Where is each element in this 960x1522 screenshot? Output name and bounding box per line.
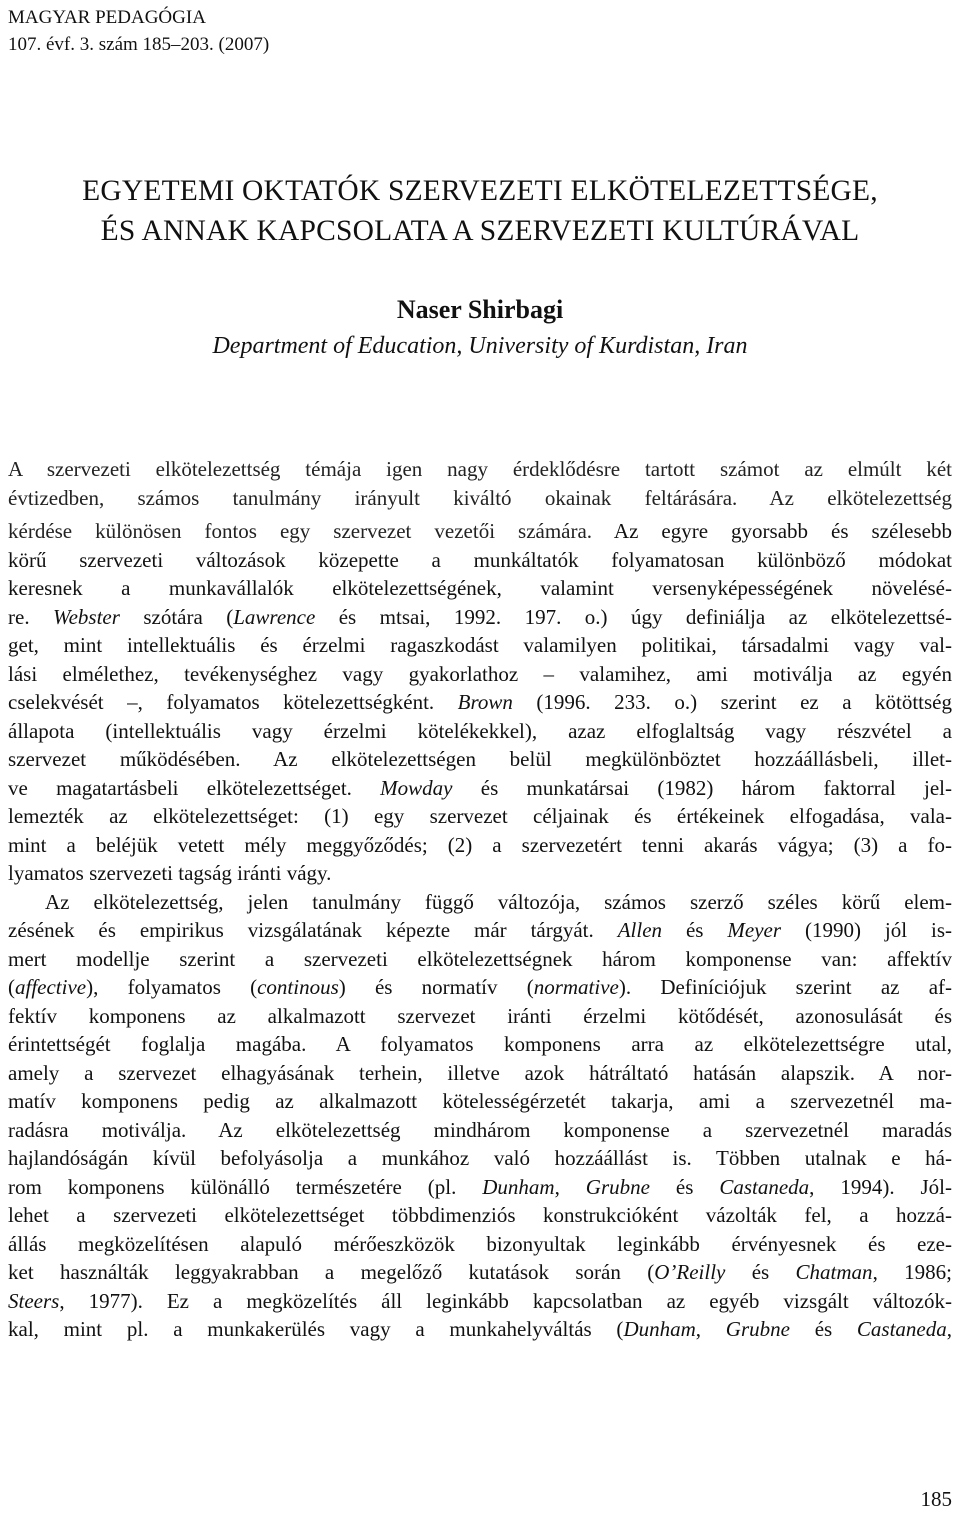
cited-name: Steers (8, 1288, 60, 1313)
abstract-line: A szervezeti elkötelezettség témája igen nagy érdeklődésre tartott számot az elmúlt két (8, 457, 952, 481)
body-line: fektív komponens az alkalmazott szervezet iránti érzelmi kötődését, azonosulását és (8, 1003, 952, 1028)
body-line: körű szervezeti változások közepette a munkáltatók folyamatosan különböző módokat (8, 547, 952, 572)
text-segment: ve magatartásbeli elkötelezettséget. (8, 775, 381, 800)
body-line: matív komponens pedig az alkalmazott kötelességérzetét takarja, ami a szervezetnél ma- (8, 1089, 952, 1113)
body-line (8, 1315, 952, 1344)
cited-name: Webster (53, 604, 120, 629)
text-segment: cselekvését –, folyamatos kötelezettségként. (8, 690, 458, 714)
journal-name: MAGYAR PEDAGÓGIA (8, 7, 206, 28)
text-segment: kal, mint pl. a munkakerülés vagy a munkahelyváltás ( (8, 1317, 624, 1341)
body-line (8, 603, 952, 632)
cited-name: Dunham (623, 1317, 696, 1341)
cited-name: continous (257, 975, 339, 999)
cited-name: Castaneda (856, 1317, 947, 1341)
body-line (8, 916, 952, 945)
text-segment: szótára ( (119, 604, 234, 629)
cited-name: Allen (617, 918, 663, 942)
text-segment: re. (8, 604, 54, 629)
body-line: amely a szervezet elhagyásának terhein, illetve azok hátráltató hatásán alapszik. A nor- (8, 1060, 952, 1085)
abstract (8, 455, 952, 512)
body-line: get, mint intellektuális és érzelmi ragaszkodást valamilyen politikai, társadalmi vagy val- (8, 633, 952, 657)
page-number: 185 (920, 1487, 952, 1511)
text-segment: , (695, 1317, 726, 1341)
body-line: keresnek a munkavállalók elkötelezettségének, valamint versenyképességének növelésé- (8, 576, 952, 600)
body-line (8, 1258, 952, 1287)
text-segment: ( (8, 975, 15, 999)
title-line-2: ÉS ANNAK KAPCSOLATA A SZERVEZETI KULTÚRÁVAL (100, 215, 860, 247)
cited-name: Dunham (482, 1174, 555, 1199)
cited-name: Grubne (585, 1174, 650, 1199)
body-line: lyamatos szervezeti tagság iránti vágy. (8, 861, 332, 885)
text-segment: ). Definíciójuk szerint az af- (618, 975, 953, 999)
body-line (8, 688, 952, 717)
cited-name: Brown (457, 690, 513, 714)
cited-name: affective (15, 975, 87, 999)
body-line: állapota (intellektuális vagy érzelmi kötelékekkel), azaz elfoglaltság vagy részvétel a (8, 718, 952, 743)
cited-name: O’Reilly (654, 1260, 726, 1284)
text-segment: ) és normatív ( (338, 975, 534, 999)
text-segment: , 1994). Jól- (809, 1174, 952, 1199)
text-segment: és (649, 1174, 720, 1199)
cited-name: Lawrence (233, 604, 316, 629)
cited-name: Mowday (380, 775, 453, 800)
body-line: lehet a szervezeti elkötelezettséget többdimenziós konstrukcióként vázolták fel, a hozzá- (8, 1203, 952, 1227)
cited-name: Castaneda (719, 1174, 810, 1199)
text-segment: zésének és empirikus vizsgálatának képezte már tárgyát. (8, 918, 618, 942)
body-line: mert modellje szerint a szervezeti elkötelezettségnek három komponense van: affektív (8, 946, 952, 971)
cited-name: Meyer (727, 918, 782, 942)
cited-name: Grubne (725, 1317, 790, 1341)
title-line-1: EGYETEMI OKTATÓK SZERVEZETI ELKÖTELEZETTSÉGE, (82, 175, 878, 207)
text-segment: és (725, 1260, 796, 1284)
text-segment: (1996. 233. o.) szerint ez a kötöttség (512, 690, 953, 714)
body-line: Az elkötelezettség, jelen tanulmány függő változója, számos szerző széles körű elem- (45, 889, 952, 914)
author-affiliation: Department of Education, University of Kurdistan, Iran (212, 333, 748, 359)
body-line: érintettségét foglalja magába. A folyamatos komponens arra az elkötelezettségre utal, (8, 1032, 952, 1056)
text-segment: ket használták leggyakrabban a megelőző kutatások során ( (8, 1260, 655, 1284)
body-line (8, 1173, 952, 1202)
journal-issue: 107. évf. 3. szám 185–203. (2007) (8, 34, 270, 55)
journal-header (8, 4, 269, 58)
text-segment: , 1986; (872, 1260, 952, 1284)
text-segment: és (789, 1317, 857, 1341)
body-line (8, 973, 952, 1002)
body-line: lemezték az elkötelezettséget: (1) egy szervezet céljainak és értékeinek elfogadása, vala- (8, 804, 952, 828)
body-line (8, 1287, 952, 1316)
text-segment: ), folyamatos ( (86, 975, 258, 999)
body-line (8, 774, 952, 803)
body-line: állás megközelítésen alapuló mérőeszközök bizonyultak leginkább érvényesnek és eze- (8, 1231, 952, 1256)
cited-name: normative (533, 975, 619, 999)
body-line: radásra motiválja. Az elkötelezettség mindhárom komponense a szervezetnél maradás (8, 1117, 952, 1142)
text-segment: és munkatársai (1982) három faktorral jel- (452, 775, 952, 800)
text-segment: és (662, 918, 728, 942)
text-segment: , (554, 1174, 586, 1199)
mixed-line (8, 517, 952, 546)
text-segment: (1990) jól is- (781, 918, 953, 942)
abstract-line: évtizedben, számos tanulmány irányult kiváltó okainak feltárására. Az elkötelezettség (8, 485, 952, 510)
body-line: mint a beléjük vetett mély meggyőződés; (2) a szervezetért tenni akarás vágya; (3) a fo- (8, 832, 952, 857)
author-name: Naser Shirbagi (396, 295, 564, 324)
body-line: lási elmélethez, tevékenységhez vagy gyakorlathoz – valamihez, ami motiválja az egyén (8, 661, 952, 686)
text-segment: és mtsai, 1992. 197. o.) úgy definiálja az elkötelezettsé- (315, 604, 952, 629)
text-segment: , 1977). Ez a megközelítés áll leginkább kapcsolatban az egyéb vizsgált változók- (59, 1288, 952, 1313)
article-title (0, 171, 960, 251)
body-text (8, 517, 952, 1344)
body-line: szervezet működésében. Az elkötelezettségen belül megkülönböztet hozzáállásbeli, illet- (8, 747, 952, 771)
text-segment: rom komponens különálló természetére (pl. (8, 1174, 483, 1199)
body-line: hajlandóságán kívül befolyásolja a munkához való hozzáállást is. Többen utalnak e há- (8, 1146, 952, 1170)
text-segment: , (946, 1317, 953, 1341)
abstract-line-end: kérdése különösen fontos egy szervezet vezetői számára. (8, 519, 614, 543)
body-start: Az egyre gyorsabb és szélesebb (613, 519, 952, 543)
cited-name: Chatman (795, 1260, 873, 1284)
